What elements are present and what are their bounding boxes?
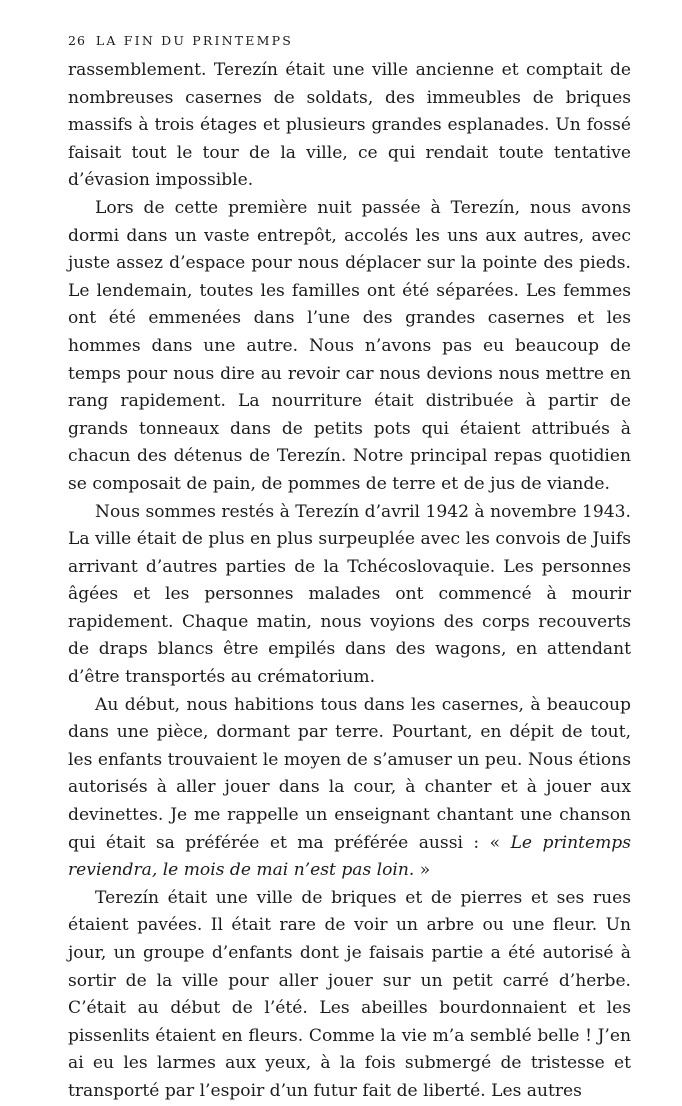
body-text: [68, 57, 631, 1106]
running-title: LA FIN DU PRINTEMPS: [95, 33, 293, 48]
song-quote: Le printemps reviendra, le mois de mai n’est pas loin.: [68, 832, 631, 881]
paragraph-1: rassemblement. Terezín était une ville ancienne et comptait de nombreuses casernes de soldats, des immeubles de briques massifs à trois étages et plusieurs grandes esplanades. Un fossé faisait tout le tour de la ville, ce qui rendait toute tentative d’évasion impossible.: [68, 60, 631, 191]
running-header: [68, 30, 631, 52]
paragraph-2: Lors de cette première nuit passée à Terezín, nous avons dormi dans un vaste entrepôt, accolés les uns aux autres, avec juste assez d’espace pour nous déplacer sur la pointe des pieds. Le lendemain, toutes les familles ont été séparées. Les femmes ont été emmenées dans l’une des grandes casernes et les hommes dans une autre. Nous n’avons pas eu beaucoup de temps pour nous dire au revoir car nous devions nous mettre en rang rapidement. La nourriture était distribuée à partir de grands tonneaux dans de petits pots qui étaient attribués à chacun des détenus de Terezín. Notre principal repas quotidien se composait de pain, de pommes de terre et de jus de viande.: [68, 197, 631, 494]
book-page: [68, 30, 631, 1106]
paragraph-4-text: Au début, nous habitions tous dans les casernes, à beaucoup dans une pièce, dormant par terre. Pourtant, en dépit de tout, les enfants trouvaient le moyen de s’amuser un peu. Nous étions autorisés à aller jouer dans la cour, à chanter et à jouer aux devinettes. Je me rappelle un enseignant chantant une chanson qui était sa préférée et ma préférée aussi : «: [68, 694, 631, 853]
paragraph-4-closing: »: [414, 860, 431, 881]
paragraph-5: Terezín était une ville de briques et de pierres et ses rues étaient pavées. Il était rare de voir un arbre ou une fleur. Un jour, un groupe d’enfants dont je faisais partie a été autorisé à sortir de la ville pour aller jouer sur un petit carré d’herbe. C’était au début de l’été. Les abeilles bourdonnaient et les pissenlits étaient en fleurs. Comme la vie m’a semblé belle ! J’en ai eu les larmes aux yeux, à la fois submergé de tristesse et transporté par l’espoir d’un futur fait de liberté. Les autres: [68, 887, 631, 1101]
paragraph-4: [68, 692, 631, 885]
paragraph-3: Nous sommes restés à Terezín d’avril 1942 à novembre 1943. La ville était de plus en plus surpeuplée avec les convois de Juifs arrivant d’autres parties de la Tchécoslovaquie. Les personnes âgées et les personnes malades ont commencé à mourir rapidement. Chaque matin, nous voyions des corps recouverts de draps blancs être empilés dans des wagons, en attendant d’être transportés au crématorium.: [68, 501, 631, 688]
page-number: 26: [68, 33, 86, 48]
